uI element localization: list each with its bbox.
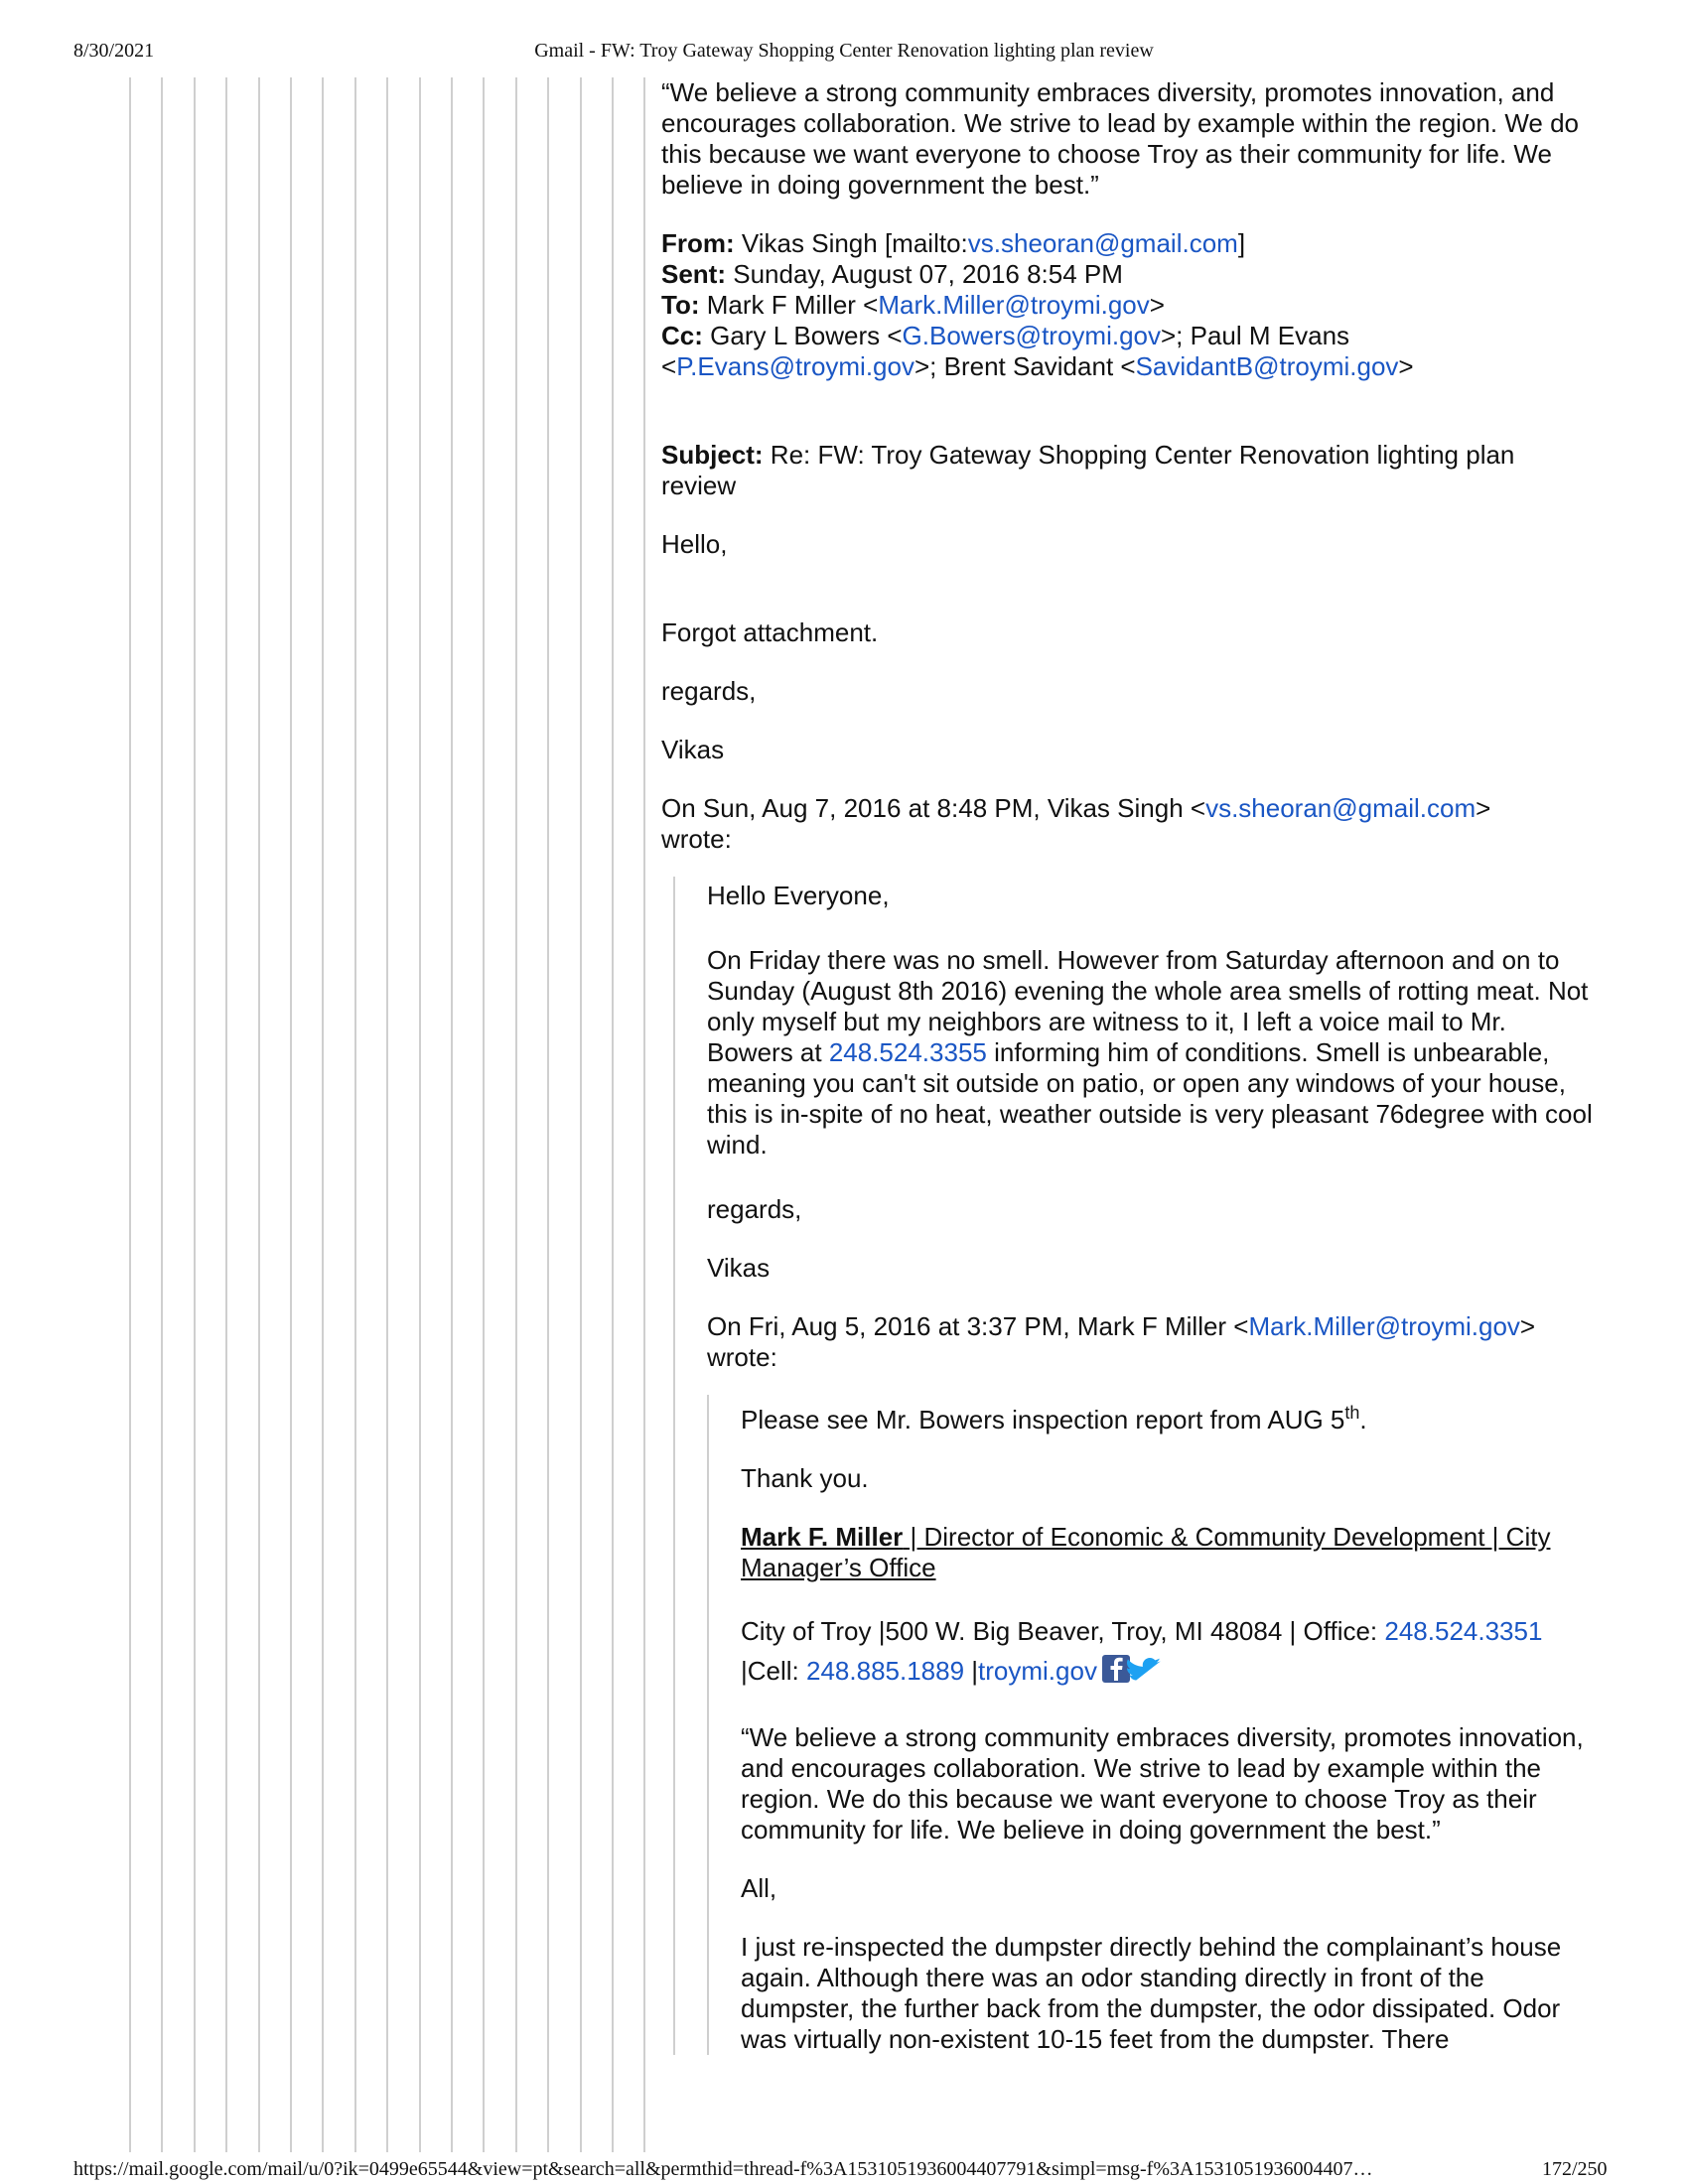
message2-body: On Friday there was no smell. However from Saturday afternoon and on to Sunday (August 8th 2016) evening the whole area smells of rotting meat. Not only myself but my neighbors are witness to it, I left a voice mail to Mr. Bowers at 248.524.3355 informing him of conditions. Smell is unbearable, meaning you can't sit outside on patio, or open any windows of your house, this is in-spite of no heat, weather outside is very pleasant 76degree with cool wind.	[707, 945, 1593, 1160]
message1-signature: Vikas	[661, 735, 725, 764]
message2-closing: regards,	[707, 1194, 802, 1224]
social-icons	[1101, 1654, 1163, 1695]
top-mission-quote: “We believe a strong community embraces diversity, promotes innovation, and encourages collaboration. We strive to lead by example within the region. We do this because we want everyone to choose Troy as their community for life. We believe in doing government the best.”	[661, 77, 1580, 200]
message3-thanks: Thank you.	[741, 1463, 869, 1493]
print-date: 8/30/2021	[73, 40, 155, 62]
quote-depth-line	[451, 77, 453, 2152]
cell-phone-link[interactable]: 248.885.1889	[806, 1656, 965, 1686]
message2-signature: Vikas	[707, 1253, 771, 1283]
message3-intro: Please see Mr. Bowers inspection report from AUG 5th.	[741, 1403, 1367, 1434]
attribution-email-link-1[interactable]: vs.sheoran@gmail.com	[1205, 793, 1477, 823]
quote-depth-line	[386, 77, 388, 2152]
print-header	[0, 40, 1688, 69]
to-email-link[interactable]: Mark.Miller@troymi.gov	[878, 290, 1150, 320]
quote-depth-lines	[0, 77, 695, 2152]
quote-depth-line	[643, 77, 645, 2152]
message1-greeting: Hello,	[661, 529, 728, 559]
quote-depth-line	[547, 77, 549, 2152]
print-url: https://mail.google.com/mail/u/0?ik=0499e65544&view=pt&search=all&permthid=thread-f%3A1531051936004407791&simpl=msg-f%3A1531051936004407…	[73, 2158, 1373, 2180]
from-line: From: Vikas Singh [mailto:vs.sheoran@gmail.com]	[661, 228, 1246, 258]
office-phone-link[interactable]: 248.524.3351	[1384, 1616, 1543, 1646]
attribution-email-link-2[interactable]: Mark.Miller@troymi.gov	[1248, 1311, 1520, 1341]
message3-report: I just re-inspected the dumpster directly behind the complainant’s house again. Although there was an odor standing directly in front of the dumpster, the further back from the dumpster, the odor dissipated. Odor was virtually non-existent 10-15 feet from the dumpster. There	[741, 1932, 1562, 2054]
social-icons-svg	[1101, 1654, 1163, 1684]
signature-address: City of Troy |500 W. Big Beaver, Troy, MI 48084 | Office: 248.524.3351 |Cell: 248.885.1889 |troymi.gov	[741, 1611, 1595, 1695]
quote-depth-line	[225, 77, 227, 2152]
website-link[interactable]: troymi.gov	[978, 1656, 1097, 1686]
cc-email-link-1[interactable]: G.Bowers@troymi.gov	[902, 321, 1161, 350]
to-line: To: Mark F Miller <Mark.Miller@troymi.gov>	[661, 290, 1165, 320]
quote-depth-line	[290, 77, 292, 2152]
print-page-number: 172/250	[1542, 2158, 1608, 2180]
quote-depth-line	[194, 77, 196, 2152]
cc-line: Cc: Gary L Bowers <G.Bowers@troymi.gov>; Paul M Evans <P.Evans@troymi.gov>; Brent Savidant <SavidantB@troymi.gov>	[661, 321, 1414, 381]
quote-depth-line	[419, 77, 421, 2152]
quote-depth-line	[322, 77, 324, 2152]
quote-depth-line	[483, 77, 485, 2152]
phone-link-bowers[interactable]: 248.524.3355	[828, 1037, 987, 1067]
cc-email-link-2[interactable]: P.Evans@troymi.gov	[676, 351, 914, 381]
signature-title: | Director of Economic & Community Development | City Manager’s Office	[741, 1522, 1551, 1582]
message1-body: Forgot attachment.	[661, 617, 879, 647]
quote-depth-line	[161, 77, 163, 2152]
print-title: Gmail - FW: Troy Gateway Shopping Center Renovation lighting plan review	[534, 40, 1154, 62]
quote-depth-line	[515, 77, 517, 2152]
subject-line: Subject: Re: FW: Troy Gateway Shopping Center Renovation lighting plan review	[661, 440, 1515, 500]
message2-attribution: On Fri, Aug 5, 2016 at 3:37 PM, Mark F Miller <Mark.Miller@troymi.gov> wrote:	[707, 1311, 1536, 1372]
signature-title-line	[741, 1522, 1595, 1583]
quoted-message-level-1	[673, 877, 1595, 2055]
twitter-icon[interactable]	[1127, 1658, 1161, 1681]
message3-mission-quote: “We believe a strong community embraces diversity, promotes innovation, and encourages collaboration. We strive to lead by example within the region. We do this because we want everyone to choose Troy as their community for life. We believe in doing government the best.”	[741, 1722, 1584, 1844]
message2-greeting: Hello Everyone,	[707, 881, 890, 910]
email-body	[661, 77, 1595, 2055]
sent-line: Sent: Sunday, August 07, 2016 8:54 PM	[661, 259, 1123, 289]
quote-depth-line	[129, 77, 131, 2152]
facebook-icon[interactable]	[1102, 1655, 1130, 1683]
quote-depth-line	[258, 77, 260, 2152]
signature-name: Mark F. Miller	[741, 1522, 904, 1552]
message1-attribution: On Sun, Aug 7, 2016 at 8:48 PM, Vikas Singh <vs.sheoran@gmail.com> wrote:	[661, 793, 1491, 854]
from-email-link[interactable]: vs.sheoran@gmail.com	[967, 228, 1238, 258]
message1-closing: regards,	[661, 676, 757, 706]
message3-all: All,	[741, 1873, 777, 1903]
quoted-message-level-2	[707, 1395, 1595, 2055]
cc-email-link-3[interactable]: SavidantB@troymi.gov	[1135, 351, 1399, 381]
forwarded-header	[661, 228, 1595, 501]
quote-depth-line	[354, 77, 356, 2152]
quote-depth-line	[580, 77, 582, 2152]
quote-depth-line	[612, 77, 614, 2152]
